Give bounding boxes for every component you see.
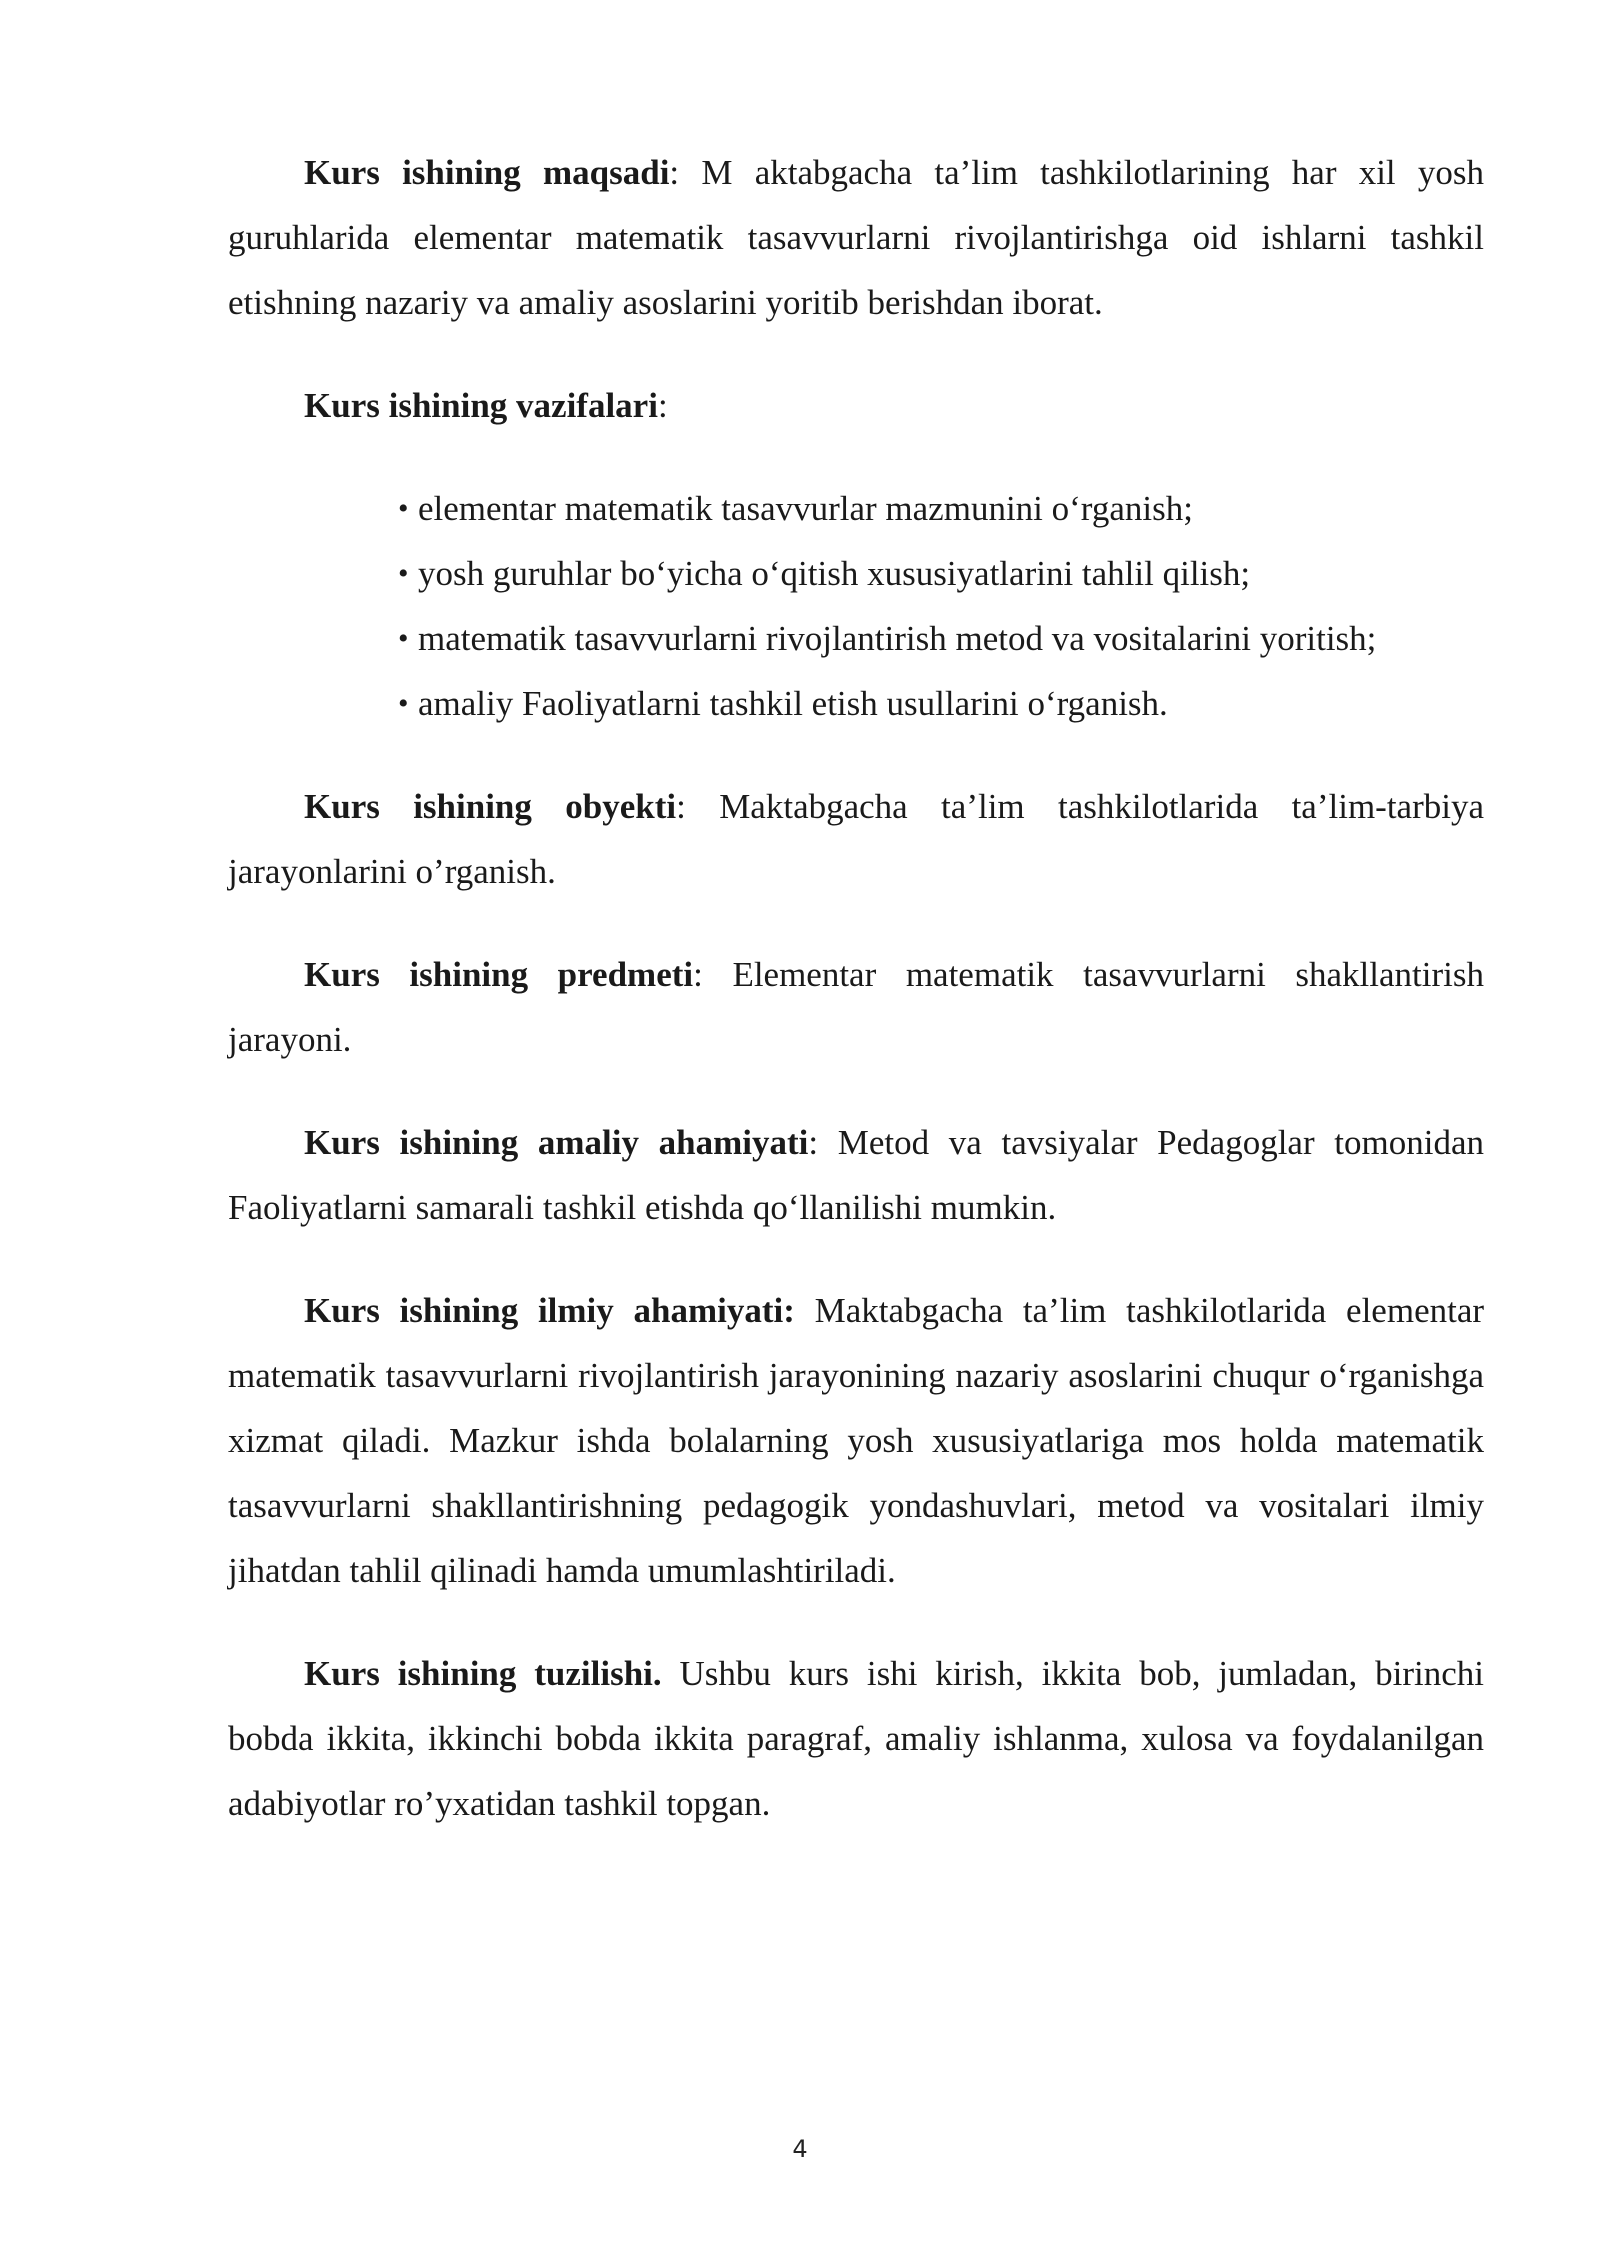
tasks-separator: : — [657, 386, 668, 425]
structure-text: Ushbu kurs ishi kirish, ikkita bob, jumladan, birinchi bobda ikkita, ikkinchi bobda ikkita paragraf, amaliy ishlanma, xulosa va foydalanilgan adabiyotlar ro’yxatidan tashkil topgan. — [228, 1654, 1485, 1823]
goal-separator: : — [669, 153, 702, 192]
object-paragraph — [228, 774, 1484, 904]
scientific-label: Kurs ishining ilmiy ahamiyati: — [304, 1291, 795, 1330]
scientific-paragraph — [228, 1278, 1484, 1603]
scientific-separator — [795, 1291, 815, 1330]
subject-text: Elementar matematik tasavvurlarni shakllantirish jarayoni. — [228, 955, 1484, 1059]
goal-label: Kurs ishining maqsadi — [304, 153, 670, 192]
tasks-heading — [228, 373, 1484, 438]
list-item: • elementar matematik tasavvurlar mazmunini o‘rganish; — [398, 476, 1484, 541]
object-separator: : — [676, 787, 720, 826]
tasks-list — [228, 476, 1484, 736]
structure-paragraph — [228, 1641, 1484, 1836]
subject-label: Kurs ishining predmeti — [304, 955, 694, 994]
page-number: 4 — [792, 2135, 808, 2163]
practical-text: Metod va tavsiyalar Pedagoglar tomonidan Faoliyatlarni samarali tashkil etishda qo‘llanilishi mumkin. — [228, 1123, 1484, 1227]
object-label: Kurs ishining obyekti — [304, 787, 677, 826]
document-page — [228, 140, 1484, 1874]
structure-separator — [662, 1654, 680, 1693]
tasks-label: Kurs ishining vazifalari — [304, 386, 658, 425]
goal-paragraph — [228, 140, 1484, 335]
subject-separator: : — [693, 955, 733, 994]
list-item: • matematik tasavvurlarni rivojlantirish metod va vositalarini yoritish; — [398, 606, 1484, 671]
structure-label: Kurs ishining tuzilishi. — [304, 1654, 662, 1693]
practical-paragraph — [228, 1110, 1484, 1240]
practical-label: Kurs ishining amaliy ahamiyati — [304, 1123, 809, 1162]
list-item: • yosh guruhlar bo‘yicha o‘qitish xususiyatlarini tahlil qilish; — [398, 541, 1484, 606]
practical-separator: : — [808, 1123, 838, 1162]
goal-text: M aktabgacha ta’lim tashkilotlarining har xil yosh guruhlarida elementar matematik tasavvurlarni rivojlantirishga oid ishlarni tashkil etishning nazariy va amaliy asoslarini yoritib berishdan iborat. — [228, 153, 1484, 322]
list-item: • amaliy Faoliyatlarni tashkil etish usullarini o‘rganish. — [398, 671, 1484, 736]
scientific-text: Maktabgacha ta’lim tashkilotlarida elementar matematik tasavvurlarni rivojlantirish jarayonining nazariy asoslarini chuqur o‘rganishga xizmat qiladi. Mazkur ishda bolalarning yosh xususiyatlariga mos holda matematik tasavvurlarni shakllantirishning pedagogik yondashuvlari, metod va vositalari ilmiy jihatdan tahlil qilinadi hamda umumlashtiriladi. — [228, 1291, 1485, 1590]
object-text: Maktabgacha ta’lim tashkilotlarida ta’lim-tarbiya jarayonlarini o’rganish. — [228, 787, 1484, 891]
subject-paragraph — [228, 942, 1484, 1072]
